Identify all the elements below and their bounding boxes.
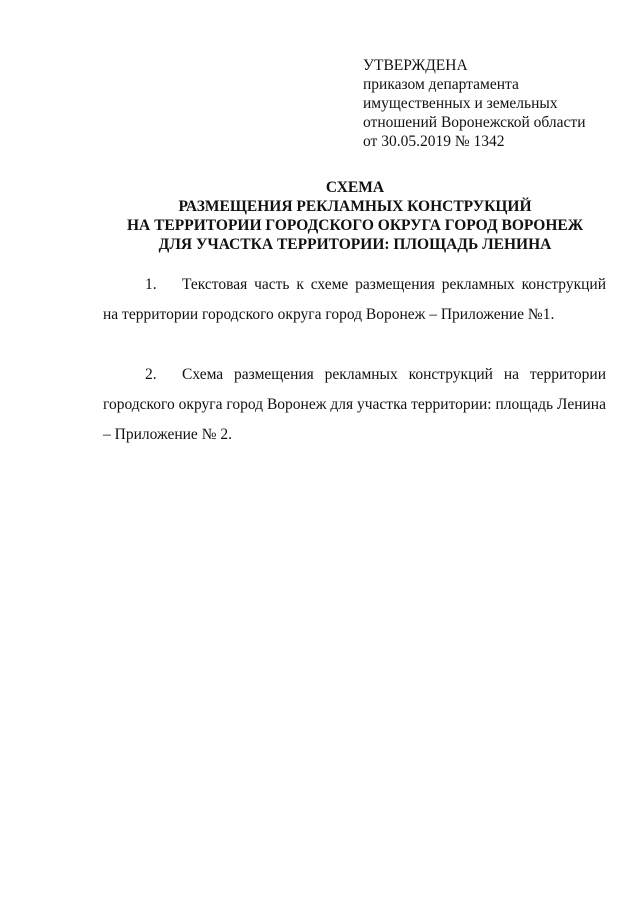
approval-stamp [363, 56, 613, 151]
item-number: 1. [145, 276, 157, 293]
title-line: НА ТЕРРИТОРИИ ГОРОДСКОГО ОКРУГА ГОРОД ВОРОНЕЖ [126, 217, 584, 234]
item-text: Текстовая часть к схеме размещения рекламных конструкций на территории городского округа город Воронеж – Приложение №1. [103, 276, 606, 323]
list-item [103, 360, 606, 450]
approval-line: приказом департамента [363, 76, 519, 93]
document-title [100, 178, 610, 254]
approval-heading: УТВЕРЖДЕНА [363, 57, 468, 74]
item-text: Схема размещения рекламных конструкций на территории городского округа город Воронеж для участка территории: площадь Ленина – Приложение № 2. [103, 366, 606, 443]
title-line: ДЛЯ УЧАСТКА ТЕРРИТОРИИ: ПЛОЩАДЬ ЛЕНИНА [158, 236, 552, 253]
title-line: РАЗМЕЩЕНИЯ РЕКЛАМНЫХ КОНСТРУКЦИЙ [178, 198, 532, 215]
list-item [103, 270, 606, 330]
approval-date-number: от 30.05.2019 № 1342 [363, 133, 505, 150]
approval-line: имущественных и земельных [363, 95, 558, 112]
title-line: СХЕМА [325, 179, 385, 196]
numbered-list [103, 270, 606, 450]
approval-line: отношений Воронежской области [363, 114, 586, 131]
item-number: 2. [145, 366, 157, 383]
